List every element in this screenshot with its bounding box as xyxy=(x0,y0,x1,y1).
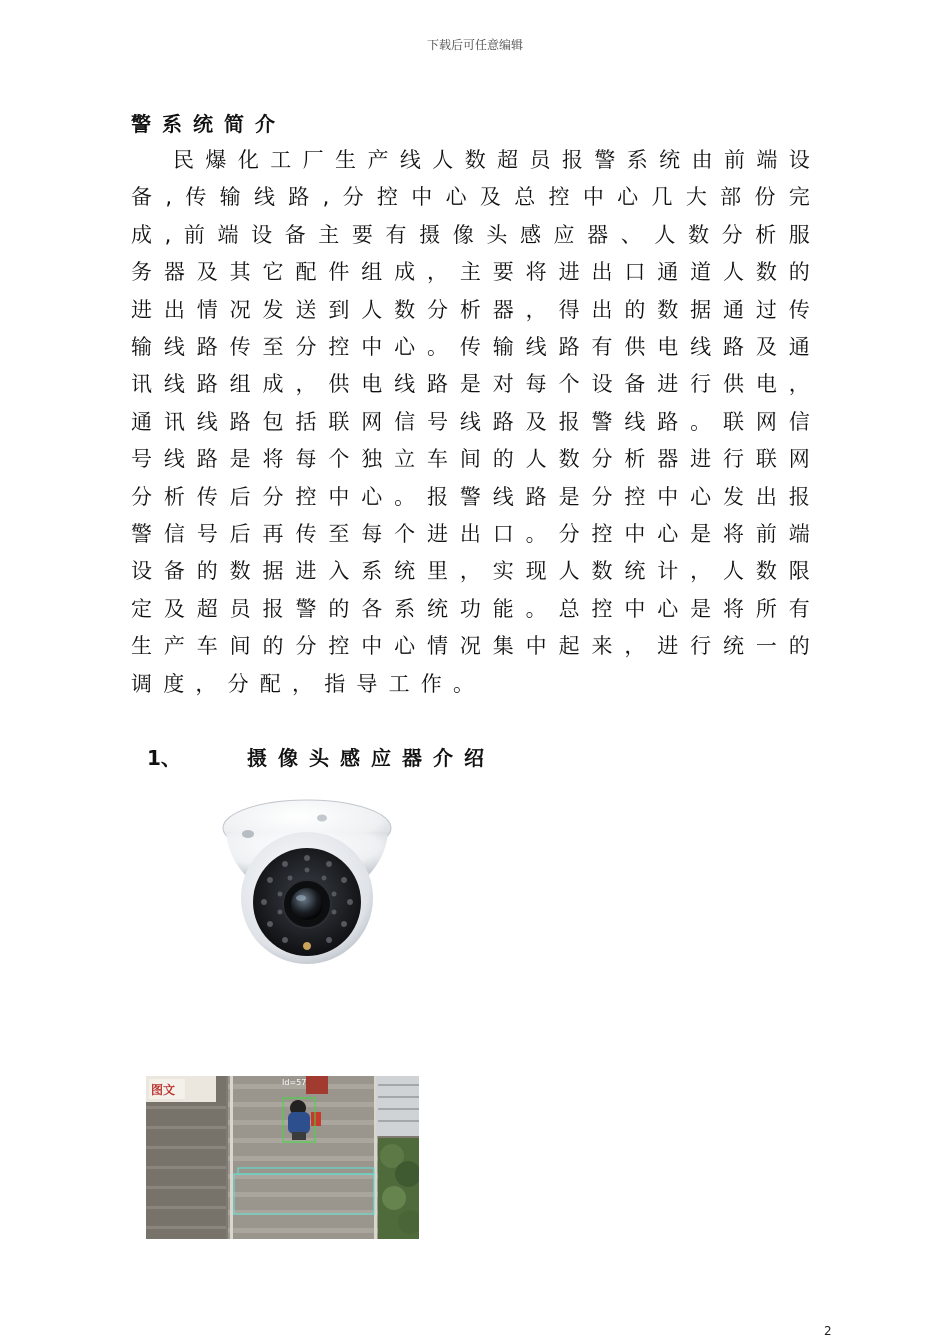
subsection-title: 摄像头感应器介绍 xyxy=(247,746,495,770)
subsection-number: 1、 xyxy=(147,746,181,770)
faint-caption-artifact xyxy=(245,962,465,972)
track-id-label: Id=57 xyxy=(282,1078,307,1087)
dome-camera-image xyxy=(218,798,396,964)
section-title: 警系统简介 xyxy=(131,112,286,136)
page-number: 2 xyxy=(824,1324,832,1338)
sign-text: 图文 xyxy=(151,1083,176,1097)
header-note: 下载后可任意编辑 xyxy=(426,38,523,52)
section-body-paragraph: 民爆化工厂生产线人数超员报警系统由前端设备,传输线路,分控中心及总控中心几大部份完成,前端设备主要有摄像头感应器、人数分析服务器及其它配件组成，主要将进出口通道人数的进出情况发送到人数分析器，得出的数据通过传输线路传至分控中心。传输线路有供电线路及通讯线路组成，供电线路是对每个设备进行供电，通讯线路包括联网信号线路及报警线路。联网信号线路是将每个独立车间的人数分析器进行联网分析传后分控中心。报警线路是分控中心发出报警信号后再传至每个进出口。分控中心是将前端设备的数据进入系统里，实现人数统计，人数限定及超员报警的各系统功能。总控中心是将所有生产车间的分控中心情况集中起来，进行统一的调度，分配，指导工作。 xyxy=(131,148,821,696)
stairway-surveillance-image xyxy=(146,1076,419,1239)
